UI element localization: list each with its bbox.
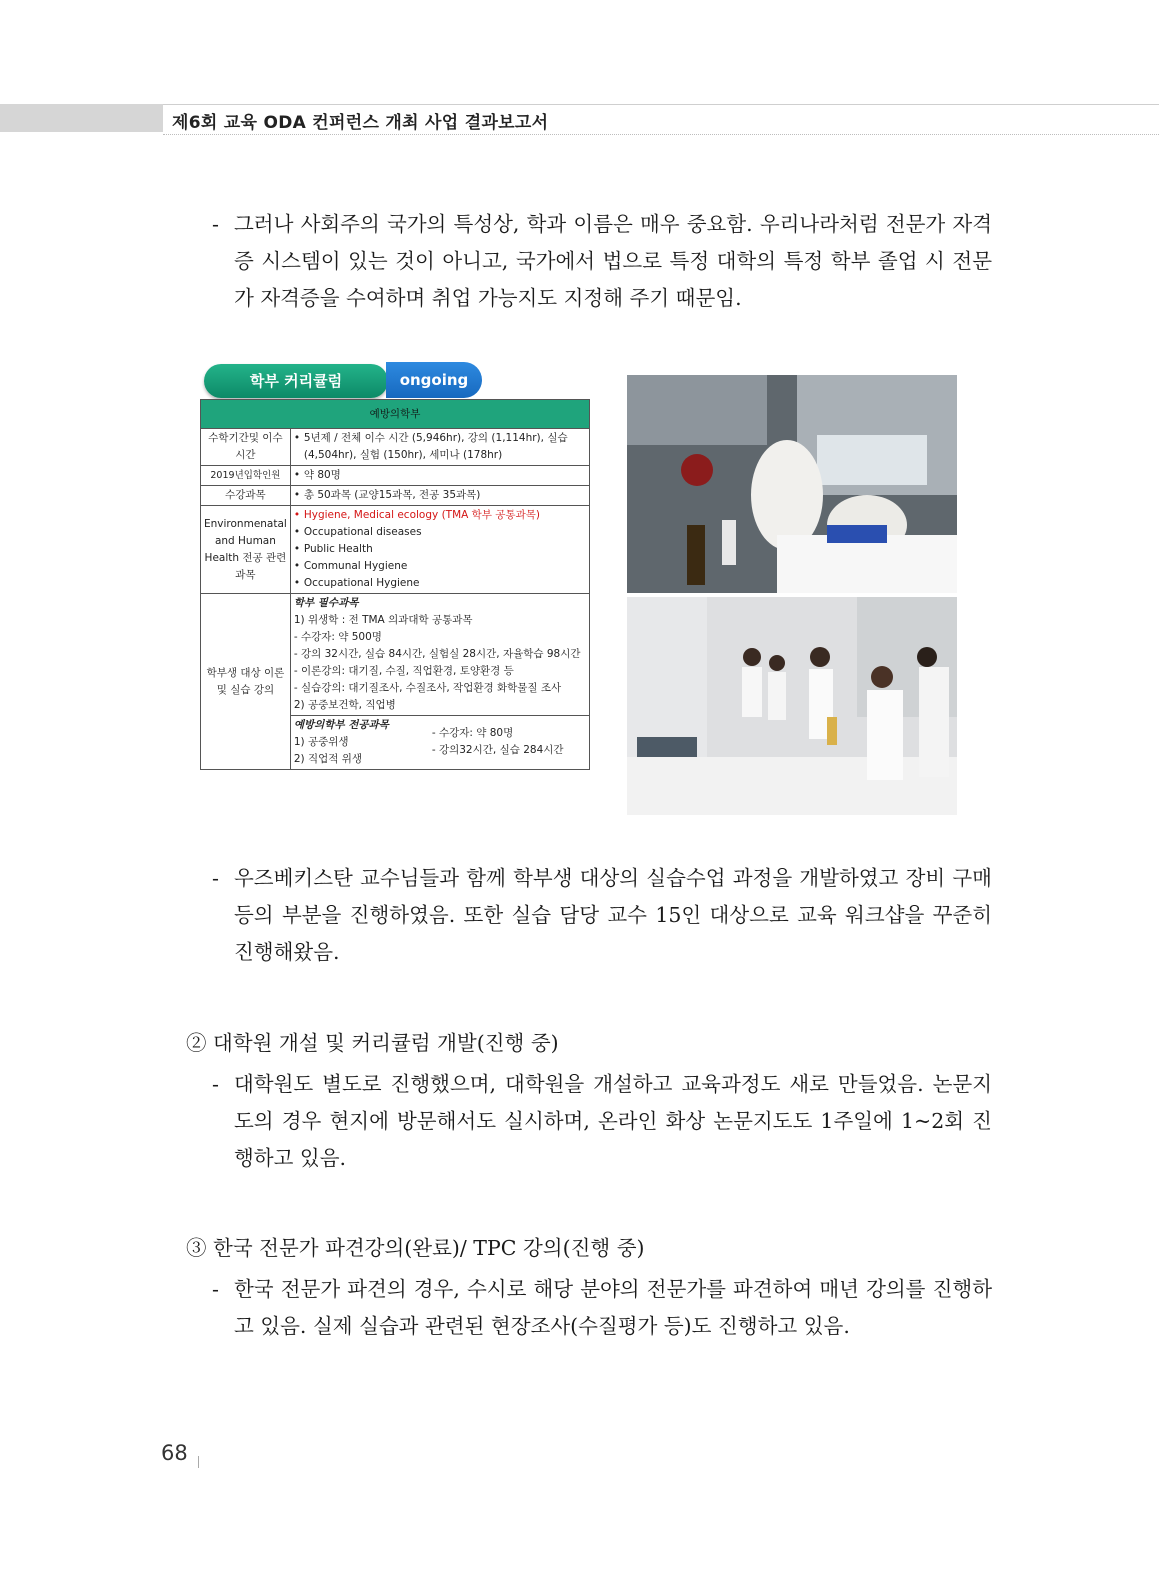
list-item: - 이론강의: 대기질, 수질, 직업환경, 토양환경 등 [293, 665, 514, 677]
curriculum-table [200, 399, 590, 770]
page-number: 68 [161, 1441, 188, 1465]
list-item: - 수강자: 약 500명 [293, 631, 382, 643]
list-item: - 실습강의: 대기질조사, 수질조사, 작업환경 화학물질 조사 [293, 682, 562, 694]
subsection-title: 예방의학부 전공과목 [293, 719, 389, 731]
bullet-dash: - [212, 866, 219, 890]
list-item: • Communal Hygiene [294, 558, 586, 575]
page-number-divider [198, 1456, 199, 1468]
row-label: 2019년입학인원 [201, 466, 291, 486]
list-item: - 강의 32시간, 실습 84시간, 실험실 28시간, 자율학습 98시간 [293, 648, 581, 660]
list-item: 1) 위생학 : 전 TMA 의과대학 공통과목 [293, 614, 473, 626]
subsection-title: 학부 필수과목 [293, 597, 359, 609]
header-dotted-rule [163, 134, 1159, 135]
row-value: • 총 50과목 (교양15과목, 전공 35과목) [290, 486, 589, 506]
list-item: • Occupational Hygiene [294, 575, 586, 592]
paragraph-text: 그러나 사회주의 국가의 특성상, 학과 이름은 매우 중요함. 우리나라처럼 전문가 자격증 시스템이 있는 것이 아니고, 국가에서 법으로 특정 대학의 특정 학부 졸업 시 전문가 자격증을 수여하며 취업 가능지도 지정해 주기 때문임. [234, 212, 992, 310]
row-label: Environmenatal and Human Health 전공 관련 과목 [201, 506, 291, 594]
classroom-photo-drawing [627, 597, 957, 815]
paragraph-text: 대학원도 별도로 진행했으며, 대학원을 개설하고 교육과정도 새로 만들었음. 논문지도의 경우 현지에 방문해서도 실시하며, 온라인 화상 논문지도도 1주일에 1~2회 진행하고 있음. [234, 1072, 992, 1170]
row-value: • 약 80명 [290, 466, 589, 486]
list-item: • Occupational diseases [294, 524, 586, 541]
curriculum-figure [200, 362, 592, 814]
list-item: 2) 공중보건학, 직업병 [293, 699, 396, 711]
bullet-dash: - [212, 1277, 219, 1301]
paragraph-3 [212, 1066, 992, 1177]
paragraph-4 [212, 1271, 992, 1345]
bullet-dash: - [212, 1072, 219, 1096]
paragraph-1 [212, 206, 992, 317]
lab-photo-gloves [627, 375, 957, 593]
row-label: 수학기간및 이수시간 [201, 429, 291, 466]
list-item: 1) 공중위생 [293, 736, 349, 748]
row-value [290, 506, 589, 594]
list-item: • Hygiene, Medical ecology (TMA 학부 공통과목) [294, 507, 586, 524]
row-value [290, 716, 589, 770]
list-item: - 강의32시간, 실습 284시간 [431, 744, 564, 756]
bullet-dash: - [212, 212, 219, 236]
paragraph-2 [212, 860, 992, 971]
row-value [290, 594, 589, 716]
table-header: 예방의학부 [201, 400, 590, 429]
section-heading: ② 대학원 개설 및 커리큘럼 개발(진행 중) [186, 1031, 559, 1055]
row-label: 수강과목 [201, 486, 291, 506]
header-rule [0, 104, 1159, 105]
row-value: • 5년제 / 전체 이수 시간 (5,946hr), 강의 (1,114hr), 실습 (4,504hr), 실험 (150hr), 세미나 (178hr) [290, 429, 589, 466]
lab-photo-drawing [627, 375, 957, 593]
list-item: • Public Health [294, 541, 586, 558]
paragraph-text: 우즈베키스탄 교수님들과 함께 학부생 대상의 실습수업 과정을 개발하였고 장비 구매 등의 부분을 진행하였음. 또한 실습 담당 교수 15인 대상으로 교육 워크샵을 꾸준히 진행해왔음. [234, 866, 992, 964]
paragraph-text: 한국 전문가 파견의 경우, 수시로 해당 분야의 전문가를 파견하여 매년 강의를 진행하고 있음. 실제 실습과 관련된 현장조사(수질평가 등)도 진행하고 있음. [234, 1277, 992, 1338]
header-tab-block [0, 104, 163, 132]
list-item: 2) 직업적 위생 [293, 753, 363, 765]
list-item: - 수강자: 약 80명 [431, 727, 514, 739]
lab-photo-classroom [627, 597, 957, 815]
section-heading: ③ 한국 전문가 파견강의(완료)/ TPC 강의(진행 중) [186, 1236, 645, 1260]
row-label: 학부생 대상 이론 및 실습 강의 [201, 594, 291, 770]
running-header-title: 제6회 교육 ODA 컨퍼런스 개최 사업 결과보고서 [172, 113, 549, 133]
status-badge: ongoing [386, 362, 482, 398]
curriculum-pill: 학부 커리큘럼 [204, 364, 388, 398]
